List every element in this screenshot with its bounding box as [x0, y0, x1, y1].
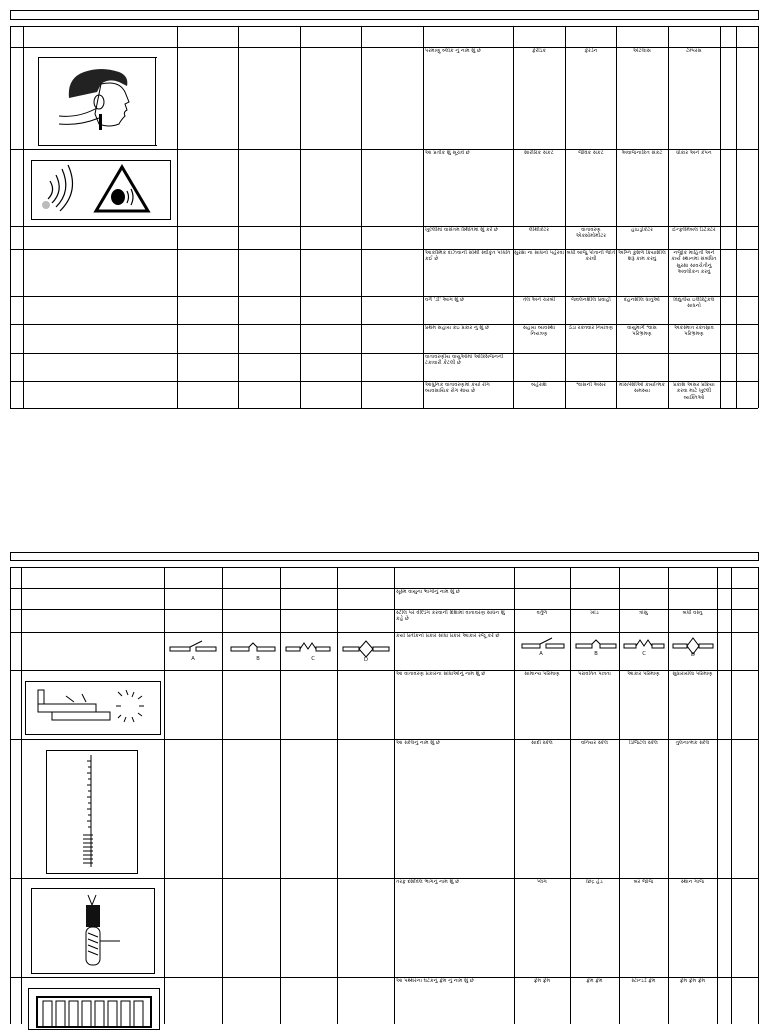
electrode-figure [31, 888, 155, 974]
question-text: આ પ્રતીક શું સૂચવે છે [425, 150, 470, 156]
joint-symbol-c [284, 639, 334, 665]
option-joint-symbol-d [671, 636, 715, 660]
option-c: આકાર પરિમાણ [627, 671, 660, 677]
option-c: માંસપેશીઓ કાર્યાત્મક સમસ્યા [618, 382, 666, 395]
option-b: છિદ્ર હેડ [586, 879, 603, 885]
figure-letter: B [256, 656, 260, 662]
option-b: વાતાવરણ એક્સોમોમીટર [575, 227, 607, 240]
option-a: સુરક્ષા ના સાધનો પહેરવા [514, 250, 564, 256]
joint-symbol-a [168, 639, 218, 665]
option-c: બર જાજ [633, 879, 654, 885]
joint-symbol-d [341, 639, 391, 665]
option-d: પ્રકાશ અસર પ્રક્રિયા કરવા માટે ખુલ્લી વ્યક્તિઓ [673, 382, 715, 401]
option-d: અકસ્માત રક્તસ્રાવ પરિભ્રમણ [674, 325, 714, 338]
option-b: શ્વાસની અસર [576, 382, 606, 388]
option-d: સુધારાયેલા પરિમાણ [672, 671, 713, 677]
question-text: ખુલ્લીમાં વાસેતમ સ્થિતિમાં શું કરે છે [425, 227, 498, 233]
option-a: વર્તુળ [536, 610, 548, 616]
option-c: વાયુમાર્ગ શ્વાસ પરિભ્રમણ [627, 325, 657, 338]
option-c: સ્ટાન્ડર્ડ ફ્રેમ [631, 978, 656, 984]
option-b: જ્વલનશીલ પ્રવાહી [571, 297, 611, 303]
option-d: નજીક માહિતી અને કાર્ય સ્થાનમાં સંબંધિત સુરક્ષા સાવચેતીનું અવલોકન કરવું [671, 250, 717, 276]
weld-position-figure [25, 681, 161, 735]
question-text: વર્ગ 'ડી' આગ શું છે [425, 297, 465, 303]
noise-hazard-figure [31, 160, 171, 220]
option-a: લીથીકેટર [528, 227, 550, 233]
option-d: વિદ્યુતીય ઇલેક્ટ્રિકલ સાધનો [673, 297, 715, 310]
question-text: પરમાણુ બ્લોક નું નામ શું છે [425, 48, 481, 54]
option-c: ત્રાંસુ [639, 610, 648, 616]
option-b: ફ્રેમ ફ્રેમ [586, 978, 603, 984]
question-text: સ્ટીલ પર વેલ્ડિંગ કરવાની દિશામાં વાતાવરણ સાધન શું કહે છે [396, 610, 505, 623]
question-text: તરફ દર્શાવેલ ભાગનું નામ શું છે [396, 879, 460, 885]
option-d: તુલનાત્મક સ્કેલ [675, 740, 710, 746]
option-a: સામાન્ય પરિમાણ [524, 671, 560, 677]
question-text: આધુનિક વાતાવરણમાં કયો રોગ વ્યવસાયિક રોગ થાય છે [425, 382, 490, 395]
figure-letter: D [364, 657, 368, 663]
option-a: ફ્રેમ ફ્રેમ [533, 978, 551, 984]
option-c: ડિજિટલ સ્કેલ [629, 740, 658, 746]
option-d: ટેમ્પરસ [686, 48, 702, 54]
option-joint-symbol-c [622, 636, 666, 660]
option-a: ફેરેડિક [531, 48, 547, 54]
option-b: ઠંડા રક્તવાર નિયંત્રણ [568, 325, 613, 331]
option-d: ઈન્ફ્લેમેબલ ડિટેક્ટર [672, 227, 716, 233]
question-text: સૂક્ષ્મ વાયુના ભાગોનું નામ શું છે [396, 589, 460, 595]
option-b: પરાવર્તિત પાત્રતા [578, 671, 611, 677]
option-d: બધી વસ્તુ [682, 610, 703, 616]
option-b: ખાંડ [590, 610, 599, 616]
figure-letter: C [642, 651, 646, 657]
option-a: પ્લગ [537, 879, 547, 885]
question-text: કયો પ્રતીકનો પ્રકાર સાંધા પ્રકાર આકાર રજૂ કરે છે [396, 633, 500, 639]
option-joint-symbol-a [520, 636, 566, 660]
joint-symbol-b [229, 639, 279, 665]
option-a: શારીરિક સંકટ [524, 150, 554, 156]
figure-letter: D [691, 652, 695, 658]
question-text: આ પથ્થરના ઘટકનું ફ્રેમ નું નામ શું છે [396, 978, 474, 984]
question-text: આ સ્કેલનું નામ શું છે [396, 740, 441, 746]
option-a: તેલ અને ચરબી [522, 297, 556, 303]
figure-letter: B [594, 651, 598, 657]
table-1-title-bar [10, 10, 759, 20]
figure-letter: A [539, 651, 543, 657]
option-b: બધી બાજુ પોતાની જાતે કરવી [566, 250, 616, 263]
option-a: બહેરાશ [531, 382, 547, 388]
question-text: આકસ્મિક દાઝવાની સૌથી સ્વીકૃત પધ્ધતિ કઈ છે [425, 250, 511, 263]
option-d: સ્થાન ગાજ [680, 879, 705, 885]
question-text: વાતાવરણીય વાયુઓમાં ઓક્સિજનની ટકાવારી કેટલી છે [425, 354, 504, 367]
steel-rule-figure [46, 750, 138, 874]
question-text: પ્રથમ સહાય કઇ પ્રકાર નું શું છે [425, 325, 490, 331]
question-text: આ વાતાવરણ પ્રકારના સાંધાઓનું નામ શું છે [396, 671, 486, 677]
option-c: અવાજનાકિત સંકટ [621, 150, 663, 156]
option-a: સાદી સ્કેલ [531, 740, 553, 746]
table-2-title-bar [10, 552, 759, 561]
option-d: ફ્રેમ ફ્રેમ ફ્રેમ [679, 978, 706, 984]
option-b: જૈવિક સંકટ [578, 150, 604, 156]
option-b: વર્નિયર સ્કેલ [580, 740, 608, 746]
option-c: એટલાસ [633, 48, 651, 54]
option-b: ફેરડેન [584, 48, 598, 54]
option-d: ધોકાર અને કંપન [676, 150, 712, 156]
hearing-figure [38, 57, 157, 146]
figure-letter: A [191, 656, 195, 662]
figure-letter: C [311, 656, 315, 662]
option-joint-symbol-b [574, 636, 618, 660]
option-a: સહાય વ્યવસ્થા નિયંત્રણ [522, 325, 556, 338]
option-c: દહનશીલ ધાતુઓ [624, 297, 660, 303]
option-c: અગ્નિ કુશળ ક્રિયાશીલ શરૂ કામ કરવું [618, 250, 666, 263]
option-c: હાઇડ્રોકેટર [631, 227, 653, 233]
